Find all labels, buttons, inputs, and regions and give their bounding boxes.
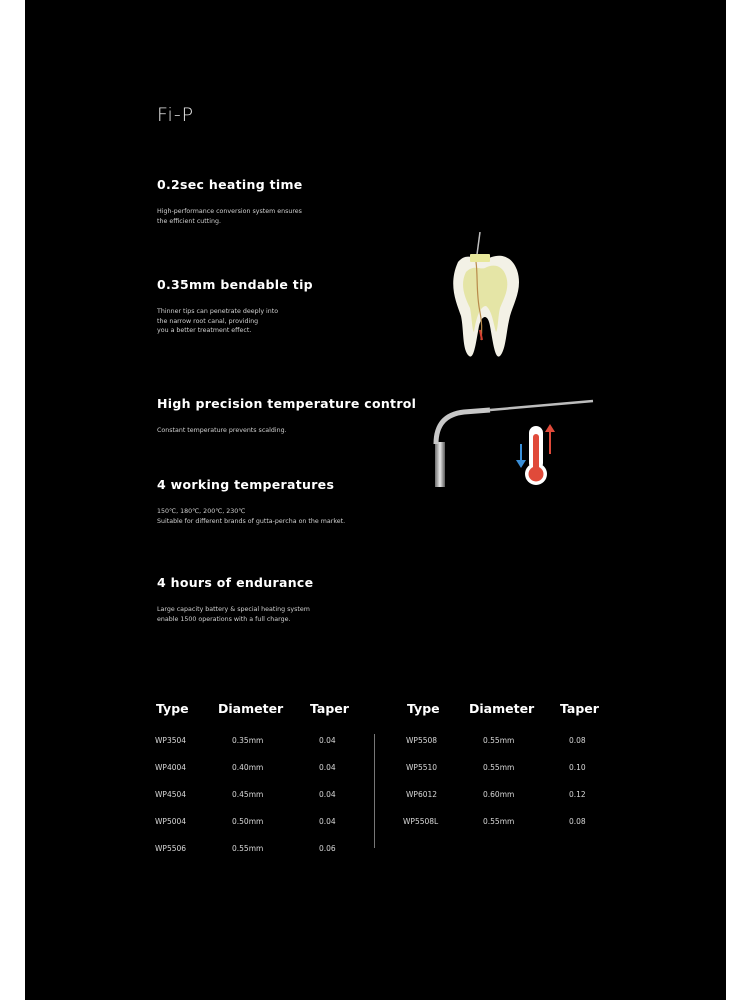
table-cell-taper: 0.04 [319, 817, 336, 826]
feature-line: the efficient cutting. [157, 217, 221, 225]
table-cell-diameter: 0.55mm [483, 817, 515, 826]
table-cell-type: WP6012 [406, 790, 438, 799]
thermometer-icon [512, 422, 562, 488]
col-header-taper: Taper [560, 701, 599, 716]
table-cell-type: WP5506 [155, 844, 187, 853]
table-cell-taper: 0.08 [569, 817, 586, 826]
table-cell-taper: 0.12 [569, 790, 586, 799]
col-header-diameter: Diameter [469, 701, 535, 716]
feature-heading: High precision temperature control [157, 396, 417, 411]
product-title: Fi-P [157, 104, 195, 126]
feature-temperature-control [157, 396, 416, 436]
table-cell-type: WP5508L [403, 817, 439, 826]
table-cell-type: WP4004 [155, 763, 187, 772]
feature-heading: 4 hours of endurance [157, 575, 314, 590]
feature-line: you a better treatment effect. [157, 327, 252, 334]
feature-line: 150℃, 180℃, 200℃, 230℃ [157, 508, 246, 515]
col-header-diameter: Diameter [218, 701, 284, 716]
table-cell-diameter: 0.50mm [232, 817, 264, 826]
feature-heating-time [157, 177, 303, 226]
table-cell-type: WP4504 [155, 790, 187, 799]
feature-line: Thinner tips can penetrate deeply into [157, 308, 279, 315]
product-panel [25, 0, 726, 1000]
table-cell-diameter: 0.40mm [232, 763, 264, 772]
tooth-illustration [440, 232, 530, 360]
table-cell-type: WP5004 [155, 817, 187, 826]
table-cell-taper: 0.04 [319, 763, 336, 772]
table-cell-taper: 0.04 [319, 736, 336, 745]
col-header-taper: Taper [310, 701, 349, 716]
table-cell-type: WP3504 [155, 736, 187, 745]
feature-line: Suitable for different brands of gutta-percha on the market. [157, 517, 346, 525]
table-cell-diameter: 0.55mm [483, 736, 515, 745]
table-cell-taper: 0.04 [319, 790, 336, 799]
feature-bendable-tip [157, 277, 313, 336]
feature-line: Constant temperature prevents scalding. [157, 427, 287, 434]
table-cell-taper: 0.06 [319, 844, 336, 853]
table-cell-diameter: 0.35mm [232, 736, 264, 745]
feature-heading: 4 working temperatures [157, 477, 335, 492]
feature-line: enable 1500 operations with a full charge. [157, 615, 291, 623]
col-header-type: Type [407, 701, 440, 716]
col-header-type: Type [156, 701, 189, 716]
table-cell-type: WP5510 [406, 763, 438, 772]
table-cell-taper: 0.10 [569, 763, 586, 772]
table-cell-diameter: 0.45mm [232, 790, 264, 799]
feature-working-temperatures [157, 477, 345, 526]
feature-line: High-performance conversion system ensures [157, 208, 302, 215]
feature-line: the narrow root canal, providing [157, 317, 259, 325]
table-cell-taper: 0.08 [569, 736, 586, 745]
feature-endurance [157, 575, 313, 624]
table-cell-type: WP5508 [406, 736, 438, 745]
feature-heading: 0.2sec heating time [157, 177, 303, 192]
table-cell-diameter: 0.55mm [483, 763, 515, 772]
feature-line: Large capacity battery & special heating system [157, 606, 310, 613]
table-cell-diameter: 0.55mm [232, 844, 264, 853]
table-cell-diameter: 0.60mm [483, 790, 515, 799]
feature-heading: 0.35mm bendable tip [157, 277, 313, 292]
table-divider [374, 734, 375, 848]
